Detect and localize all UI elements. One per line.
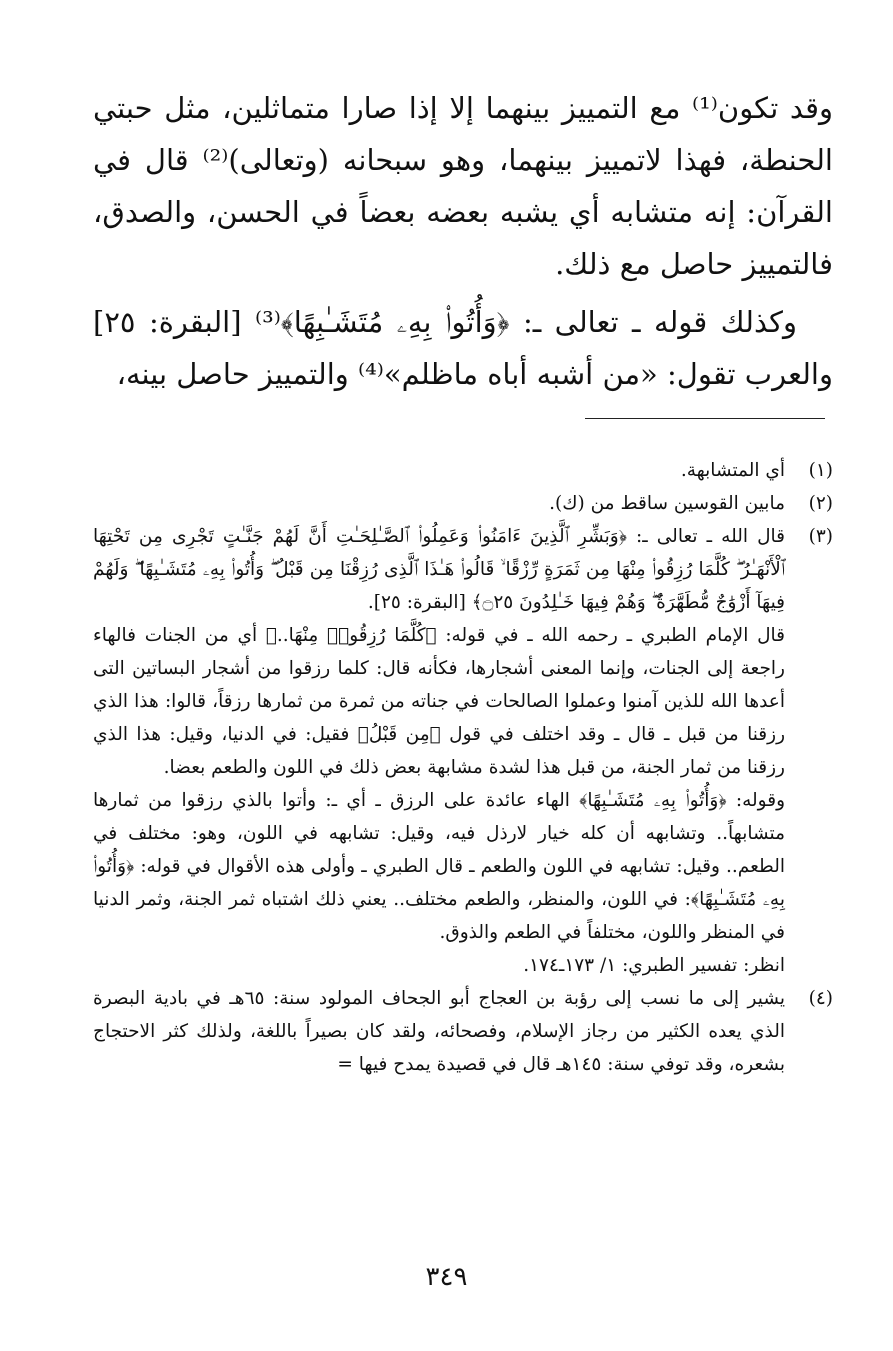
footnote-number: (١) (808, 460, 833, 481)
footnote-reference: انظر: تفسير الطبري: ١/ ١٧٣ـ١٧٤. (523, 955, 785, 976)
footnotes-section (93, 454, 833, 1081)
footnote-number: (٣) (808, 526, 833, 547)
footnote-3 (93, 520, 833, 982)
footnote-quran-quote: قال الله ـ تعالى ـ: ﴿وَبَشِّرِ ٱلَّذِينَ ءَامَنُوا۟ وَعَمِلُوا۟ ٱلصَّـٰلِحَـٰتِ أَنَّ لَهُمْ جَنَّـٰتٍ تَجْرِى مِن تَحْتِهَا ٱلْأَنْهَـٰرُ ۖ كُلَّمَا رُزِقُوا۟ مِنْهَا مِن ثَمَرَةٍ رِّزْقًا ۙ قَالُوا۟ هَـٰذَا ٱلَّذِى رُزِقْنَا مِن قَبْلُ ۖ وَأُتُوا۟ بِهِۦ مُتَشَـٰبِهًا ۖ وَلَهُمْ فِيهَآ أَزْوَٰجٌ مُّطَهَّرَةٌ ۖ وَهُمْ فِيهَا خَـٰلِدُونَ ۝٢٥﴾ [البقرة: ٢٥]. (93, 526, 785, 613)
footnote-tabari-commentary-2: وقوله: ﴿وَأُتُوا۟ بِهِۦ مُتَشَـٰبِهًا﴾ الهاء عائدة على الرزق ـ أي ـ: وأتوا بالذي رزقوا من ثمارها متشابهاً.. وتشابهه أن كله خيار لارذل فيه، وقيل: تشابهه في اللون، وهو: مختلف في الطعم.. وقيل: تشابهه في اللون والطعم ـ قال الطبري ـ وأولى هذه الأقوال في قوله: ﴿وَأُتُوا۟ بِهِۦ مُتَشَـٰبِهًا﴾: في اللون، والمنظر، والطعم مختلف.. يعني ذلك اشتباه ثمر الجنة، وثمر الدنيا في المنظر واللون، مختلفاً في الطعم والذوق. (93, 790, 785, 943)
footnote-tabari-commentary: قال الإمام الطبري ـ رحمه الله ـ في قوله: ﴿كُلَّمَا رُزِقُوا۟ مِنْهَا..﴾ أي من الجنات فالهاء راجعة إلى الجنات، وإنما المعنى أشجارها، فكأنه قال: كلما رزقوا من أشجار البساتين التى أعدها الله للذين آمنوا وعملوا الصالحات في جناته من ثمرة من ثمارها رزقاً، قالوا: هذا الذي رزقنا من قبل ـ قال ـ وقد اختلف في قول ﴿مِن قَبْلُ﴾ فقيل: في الدنيا، وقيل: هذا الذي رزقنا من ثمار الجنة، من قبل هذا لشدة مشابهة بعض ذلك في اللون والطعم بعضا. (93, 625, 785, 778)
page-number: ٣٤٩ (425, 1262, 468, 1292)
footnote-number: (٢) (808, 493, 833, 514)
footnote-2 (93, 487, 833, 520)
footnote-text: أي المتشابهة. (680, 460, 785, 481)
footnote-4 (93, 982, 833, 1081)
footnote-divider (585, 418, 825, 419)
main-paragraph: وقد تكون⁽¹⁾ مع التمييز بينهما إلا إذا صارا متماثلين، مثل حبتي الحنطة، فهذا لاتمييز بينهما، وهو سبحانه (وتعالى)⁽²⁾ قال في القرآن: إنه متشابه أي يشبه بعضه بعضاً في الحسن، والصدق، فالتمييز حاصل مع ذلك. (93, 91, 834, 281)
footnote-text: مابين القوسين ساقط من (ك). (549, 493, 785, 514)
main-text-body (93, 82, 833, 400)
footnote-text: يشير إلى ما نسب إلى رؤبة بن العجاج أبو الجحاف المولود سنة: ٦٥هـ في بادية البصرة الذي يعده الكثير من رجاز الإسلام، وفصحائه، ولقد كان بصيراً باللغة، ولذلك كثر الاحتجاج بشعره، وقد توفي سنة: ١٤٥هـ قال في قصيدة يمدح فيها = (93, 988, 785, 1075)
footnote-1 (93, 454, 833, 487)
footnote-number: (٤) (808, 988, 833, 1009)
main-paragraph: وكذلك قوله ـ تعالى ـ: ﴿وَأُتُوا۟ بِهِۦ مُتَشَـٰبِهًا﴾⁽³⁾ [البقرة: ٢٥] والعرب تقول: «من أشبه أباه ماظلم»⁽⁴⁾ والتمييز حاصل بينه، (93, 305, 833, 391)
